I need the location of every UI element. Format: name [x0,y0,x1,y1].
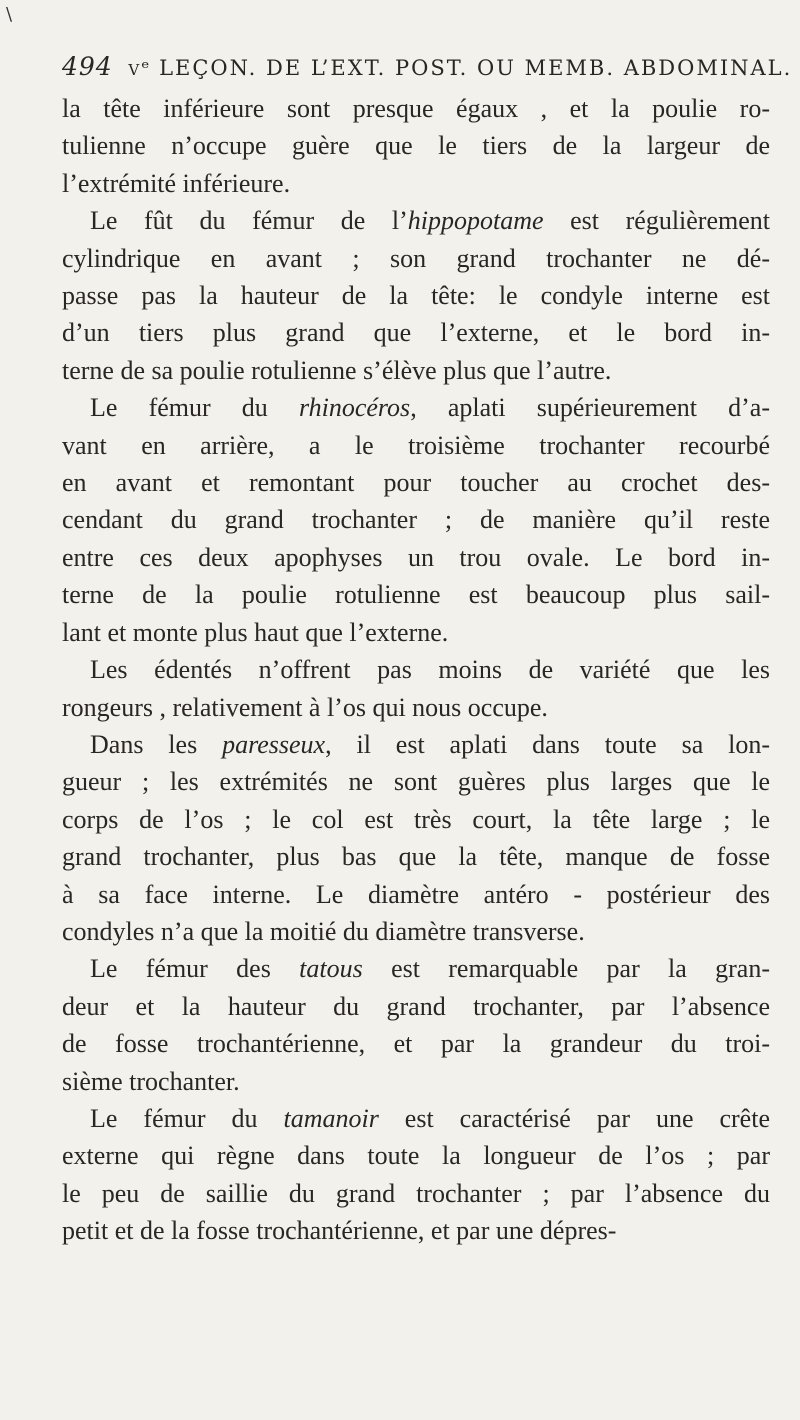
text-line: Le fût du fémur de l’hippopotame est régulièrement [90,206,770,236]
lesson-number: vᵉ [128,56,152,80]
text-line: tulienne n’occupe guère que le tiers de la largeur de [62,131,770,161]
paragraph [62,726,770,950]
text-line: entre ces deux apophyses un trou ovale. Le bord in- [62,542,770,572]
text-line: grand trochanter, plus bas que la tête, manque de fosse [62,842,770,872]
running-title: LEÇON. DE L’EXT. POST. OU MEMB. ABDOMINAL. [159,56,793,80]
paragraph [62,202,770,389]
text-line: vant en arrière, a le troisième trochanter recourbé [62,430,770,460]
text-line: corps de l’os ; le col est très court, la tête large ; le [62,804,770,834]
text-line: lant et monte plus haut que l’externe. [62,617,449,647]
text-line: sième trochanter. [62,1066,240,1096]
text-line: à sa face interne. Le diamètre antéro - postérieur des [62,879,770,909]
paragraph [62,651,770,726]
page-number: 494 [62,52,113,81]
paragraph [62,950,770,1100]
text-line: terne de sa poulie rotulienne s’élève plus que l’autre. [62,355,612,385]
paragraph [62,1100,770,1250]
text-line: Le fémur du tamanoir est caractérisé par une crête [90,1103,770,1133]
text-line: externe qui règne dans toute la longueur de l’os ; par [62,1141,770,1171]
text-line: Les édentés n’offrent pas moins de variété que les [90,655,770,685]
text-line: l’extrémité inférieure. [62,168,291,198]
text-line: Le fémur des tatous est remarquable par la gran- [90,954,770,984]
text-line: d’un tiers plus grand que l’externe, et le bord in- [62,318,770,348]
text-line: gueur ; les extrémités ne sont guères plus larges que le [62,767,770,797]
text-line: rongeurs , relativement à l’os qui nous occupe. [62,692,548,722]
text-line: en avant et remontant pour toucher au crochet des- [62,468,770,498]
text-line: le peu de saillie du grand trochanter ; par l’absence du [62,1178,770,1208]
corner-mark: \ [6,4,13,25]
text-line: cendant du grand trochanter ; de manière qu’il reste [62,505,770,535]
text-line: condyles n’a que la moitié du diamètre transverse. [62,916,585,946]
text-line: passe pas la hauteur de la tête: le condyle interne est [62,281,770,311]
paragraph [62,90,770,202]
text-line: de fosse trochantérienne, et par la grandeur du troi- [62,1029,770,1059]
text-line: cylindrique en avant ; son grand trochanter ne dé- [62,243,770,273]
paragraph [62,389,770,651]
running-header [62,52,793,81]
text-line: deur et la hauteur du grand trochanter, par l’absence [62,991,770,1021]
text-line: la tête inférieure sont presque égaux , et la poulie ro- [62,94,770,123]
text-line: petit et de la fosse trochantérienne, et par une dépres- [62,1216,617,1246]
text-line: Dans les paresseux, il est aplati dans toute sa lon- [90,729,770,759]
text-line: Le fémur du rhinocéros, aplati supérieurement d’a- [90,393,770,423]
text-line: terne de la poulie rotulienne est beaucoup plus sail- [62,580,770,610]
body-text [62,90,770,1250]
